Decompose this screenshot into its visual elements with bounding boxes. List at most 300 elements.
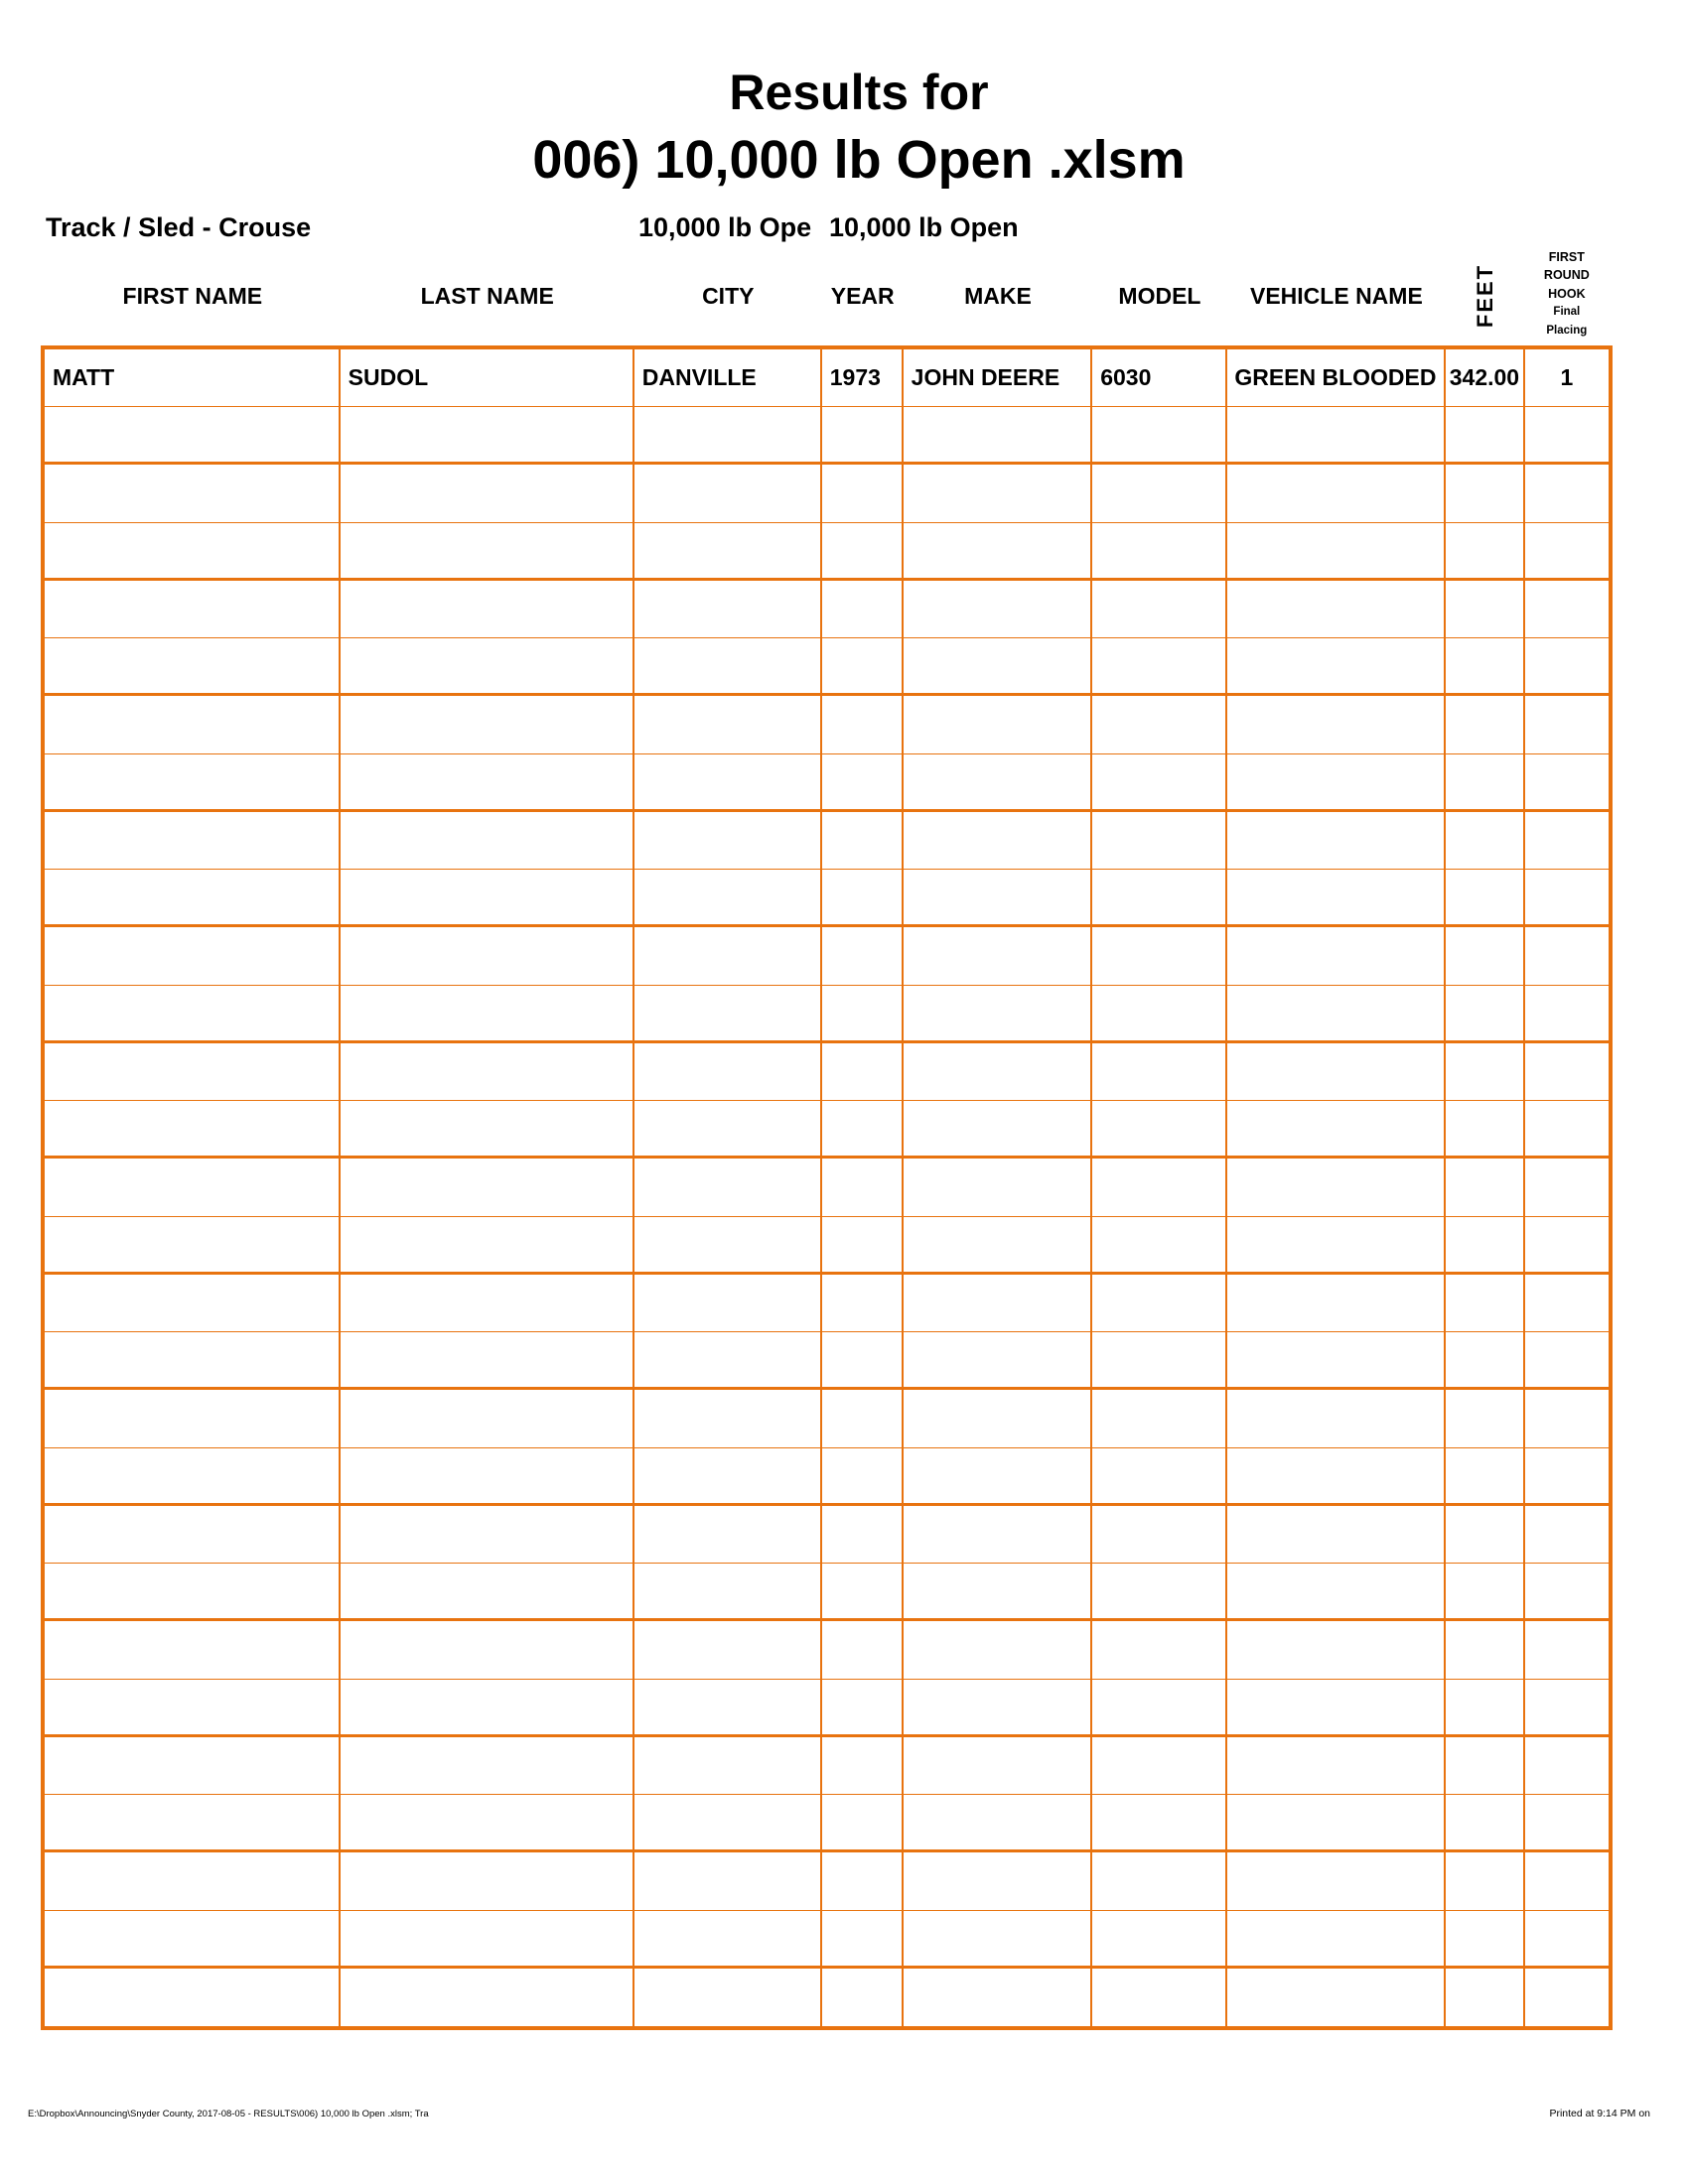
table-cell xyxy=(45,870,341,924)
table-cell xyxy=(341,1275,634,1331)
table-cell xyxy=(341,1332,634,1387)
table-cell: 342.00 xyxy=(1446,349,1525,406)
table-cell xyxy=(904,870,1093,924)
table-cell xyxy=(45,407,341,462)
table-cell xyxy=(904,1332,1093,1387)
table-cell xyxy=(1525,1043,1609,1100)
table-cell xyxy=(341,986,634,1040)
table-cell xyxy=(634,986,822,1040)
table-cell xyxy=(1446,1737,1525,1794)
table-cell xyxy=(904,1275,1093,1331)
feet-rotated-label: FEET xyxy=(1472,263,1497,329)
table-cell xyxy=(341,638,634,693)
table-cell xyxy=(1227,1852,1447,1909)
table-cell xyxy=(1227,1332,1447,1387)
table-cell xyxy=(904,696,1093,752)
column-header-city: CITY xyxy=(702,282,755,309)
table-row xyxy=(45,1332,1609,1390)
table-row xyxy=(45,465,1609,522)
table-cell xyxy=(1227,523,1447,578)
column-header-first-round-hook-placing xyxy=(1525,246,1609,345)
table-cell xyxy=(822,638,904,693)
table-cell xyxy=(904,1159,1093,1215)
table-cell xyxy=(1227,1680,1447,1734)
table-cell: 6030 xyxy=(1092,349,1226,406)
table-cell xyxy=(341,1448,634,1503)
table-cell xyxy=(45,927,341,984)
table-row xyxy=(45,1275,1609,1332)
table-cell xyxy=(634,870,822,924)
table-cell xyxy=(1227,1506,1447,1563)
table-row xyxy=(45,523,1609,581)
table-cell xyxy=(634,1390,822,1446)
table-cell xyxy=(45,812,341,869)
table-row xyxy=(45,1737,1609,1795)
table-cell xyxy=(822,1564,904,1618)
table-cell xyxy=(1525,523,1609,578)
results-table-body xyxy=(41,345,1613,2030)
table-cell xyxy=(1446,638,1525,693)
table-cell xyxy=(341,1795,634,1849)
table-cell xyxy=(822,1159,904,1215)
table-cell xyxy=(45,986,341,1040)
report-title-line2: 006) 10,000 lb Open .xlsm xyxy=(532,130,1186,190)
table-cell xyxy=(341,754,634,809)
table-cell xyxy=(904,1852,1093,1909)
table-cell xyxy=(1446,696,1525,752)
table-cell xyxy=(634,523,822,578)
table-cell xyxy=(1446,1275,1525,1331)
placing-header-line: FIRST xyxy=(1548,249,1585,264)
table-cell xyxy=(341,1852,634,1909)
table-cell xyxy=(1092,638,1226,693)
table-cell xyxy=(1227,1795,1447,1849)
table-cell xyxy=(634,1275,822,1331)
table-cell xyxy=(1227,1043,1447,1100)
table-cell xyxy=(1446,1332,1525,1387)
table-cell xyxy=(822,1621,904,1678)
table-cell xyxy=(1092,1275,1226,1331)
table-cell xyxy=(1092,754,1226,809)
table-cell xyxy=(634,1852,822,1909)
table-cell xyxy=(1227,638,1447,693)
table-cell xyxy=(45,1390,341,1446)
table-cell xyxy=(341,1159,634,1215)
table-cell xyxy=(1227,1448,1447,1503)
table-cell xyxy=(904,812,1093,869)
table-cell xyxy=(45,1795,341,1849)
table-row xyxy=(45,1390,1609,1447)
table-cell xyxy=(822,1275,904,1331)
table-cell xyxy=(1092,927,1226,984)
table-row xyxy=(45,1043,1609,1101)
table-cell xyxy=(1446,1969,1525,2026)
table-cell xyxy=(1525,1680,1609,1734)
table-cell xyxy=(634,812,822,869)
table-cell xyxy=(1446,986,1525,1040)
table-row xyxy=(45,1911,1609,1969)
table-cell xyxy=(1092,407,1226,462)
table-cell xyxy=(1446,1564,1525,1618)
table-cell xyxy=(1092,1564,1226,1618)
table-cell xyxy=(634,754,822,809)
placing-header-line: Final xyxy=(1553,306,1581,318)
table-cell xyxy=(1446,1448,1525,1503)
table-cell xyxy=(1227,1621,1447,1678)
column-header-year: YEAR xyxy=(830,282,895,309)
table-cell xyxy=(45,696,341,752)
table-row xyxy=(45,870,1609,927)
table-row xyxy=(45,696,1609,753)
table-cell xyxy=(1525,1911,1609,1966)
table-cell xyxy=(1446,1795,1525,1849)
table-cell xyxy=(1227,1101,1447,1156)
column-header-vehicle-name: VEHICLE NAME xyxy=(1250,282,1423,309)
table-cell xyxy=(1525,696,1609,752)
table-cell xyxy=(1525,1852,1609,1909)
column-header-make: MAKE xyxy=(964,282,1032,309)
table-cell xyxy=(822,1101,904,1156)
table-cell xyxy=(1525,1332,1609,1387)
table-cell xyxy=(341,1217,634,1272)
table-cell xyxy=(634,638,822,693)
table-cell xyxy=(634,1101,822,1156)
table-cell xyxy=(904,1448,1093,1503)
table-cell xyxy=(904,1101,1093,1156)
table-cell xyxy=(1525,1448,1609,1503)
table-cell xyxy=(1446,1506,1525,1563)
table-cell xyxy=(634,1159,822,1215)
table-cell xyxy=(634,696,822,752)
table-cell xyxy=(634,581,822,637)
table-cell xyxy=(1092,1217,1226,1272)
table-cell xyxy=(341,696,634,752)
table-cell xyxy=(1092,812,1226,869)
table-cell xyxy=(634,1564,822,1618)
table-row xyxy=(45,1159,1609,1216)
table-cell xyxy=(1092,581,1226,637)
table-cell xyxy=(45,754,341,809)
column-header-first-name: FIRST NAME xyxy=(122,282,263,309)
table-cell xyxy=(1227,1737,1447,1794)
placing-header-line: HOOK xyxy=(1548,286,1586,301)
table-cell xyxy=(904,1390,1093,1446)
table-cell xyxy=(634,1448,822,1503)
table-cell xyxy=(1446,1680,1525,1734)
table-cell xyxy=(341,1101,634,1156)
table-row xyxy=(45,1795,1609,1852)
table-cell xyxy=(822,812,904,869)
table-cell xyxy=(1092,1969,1226,2026)
table-cell xyxy=(1092,1159,1226,1215)
table-cell xyxy=(822,696,904,752)
table-cell xyxy=(1092,1101,1226,1156)
table-cell xyxy=(341,1969,634,2026)
table-cell xyxy=(634,1969,822,2026)
table-cell xyxy=(1446,1911,1525,1966)
table-cell xyxy=(822,1911,904,1966)
table-cell xyxy=(1525,407,1609,462)
table-cell xyxy=(822,1852,904,1909)
table-cell xyxy=(1227,986,1447,1040)
table-cell xyxy=(1525,1101,1609,1156)
table-cell xyxy=(904,1217,1093,1272)
column-header-row xyxy=(45,246,1609,345)
table-cell xyxy=(1525,1390,1609,1446)
table-cell xyxy=(341,407,634,462)
table-cell xyxy=(341,581,634,637)
table-cell xyxy=(1227,465,1447,521)
table-cell xyxy=(1227,1564,1447,1618)
table-cell xyxy=(341,812,634,869)
table-cell xyxy=(822,1506,904,1563)
table-row xyxy=(45,1448,1609,1506)
table-cell xyxy=(1092,1506,1226,1563)
table-cell xyxy=(45,581,341,637)
table-cell xyxy=(1525,1737,1609,1794)
table-cell xyxy=(1446,465,1525,521)
table-cell xyxy=(45,1737,341,1794)
table-cell: JOHN DEERE xyxy=(904,349,1093,406)
table-cell xyxy=(1092,1852,1226,1909)
table-cell xyxy=(1227,696,1447,752)
table-cell xyxy=(1446,1217,1525,1272)
table-cell xyxy=(822,1969,904,2026)
table-cell xyxy=(822,1217,904,1272)
table-cell: MATT xyxy=(45,349,341,406)
table-row xyxy=(45,1852,1609,1910)
table-cell xyxy=(1525,812,1609,869)
table-cell xyxy=(634,1332,822,1387)
table-cell xyxy=(904,754,1093,809)
table-row xyxy=(45,349,1609,407)
table-cell xyxy=(45,1448,341,1503)
table-cell xyxy=(1227,1390,1447,1446)
table-cell xyxy=(822,986,904,1040)
table-cell xyxy=(822,523,904,578)
table-cell xyxy=(634,1795,822,1849)
table-cell xyxy=(822,1043,904,1100)
table-cell xyxy=(1446,407,1525,462)
table-cell xyxy=(634,465,822,521)
table-cell xyxy=(822,1737,904,1794)
column-header-feet xyxy=(1446,246,1525,345)
table-cell xyxy=(1227,870,1447,924)
table-cell xyxy=(822,581,904,637)
table-cell xyxy=(1227,812,1447,869)
table-cell xyxy=(634,1217,822,1272)
table-cell xyxy=(1446,870,1525,924)
class-name-truncated: 10,000 lb Ope xyxy=(638,212,812,242)
table-row xyxy=(45,1217,1609,1275)
table-cell xyxy=(904,523,1093,578)
table-cell xyxy=(1092,1448,1226,1503)
table-cell xyxy=(822,1680,904,1734)
table-cell xyxy=(1227,1911,1447,1966)
table-cell xyxy=(45,1621,341,1678)
table-cell xyxy=(1446,1101,1525,1156)
table-cell: SUDOL xyxy=(341,349,634,406)
footer-file-path: E:\Dropbox\Announcing\Snyder County, 2017-08-05 - RESULTS\006) 10,000 lb Open .xlsm; Tra xyxy=(28,2109,429,2119)
table-cell xyxy=(1446,812,1525,869)
table-cell xyxy=(1446,927,1525,984)
table-cell xyxy=(1092,986,1226,1040)
table-row xyxy=(45,1506,1609,1564)
table-cell xyxy=(1092,1680,1226,1734)
table-cell xyxy=(634,1737,822,1794)
table-row xyxy=(45,1969,1609,2026)
table-cell xyxy=(904,1911,1093,1966)
table-cell xyxy=(1227,581,1447,637)
table-cell xyxy=(1227,1969,1447,2026)
table-cell xyxy=(1092,1795,1226,1849)
table-cell xyxy=(1227,1275,1447,1331)
table-cell xyxy=(1446,1621,1525,1678)
table-cell xyxy=(1525,870,1609,924)
table-cell xyxy=(1525,465,1609,521)
table-cell xyxy=(822,1795,904,1849)
table-row xyxy=(45,754,1609,812)
table-cell xyxy=(822,754,904,809)
table-row xyxy=(45,927,1609,985)
table-cell xyxy=(45,1680,341,1734)
table-cell xyxy=(1525,1159,1609,1215)
table-cell xyxy=(1525,1564,1609,1618)
table-row xyxy=(45,638,1609,696)
table-row xyxy=(45,1621,1609,1679)
table-cell xyxy=(1092,523,1226,578)
table-cell xyxy=(45,1159,341,1215)
table-cell xyxy=(341,1911,634,1966)
table-cell xyxy=(1525,754,1609,809)
table-cell xyxy=(1525,1969,1609,2026)
table-cell xyxy=(634,1621,822,1678)
table-cell xyxy=(1525,1506,1609,1563)
table-cell xyxy=(1092,696,1226,752)
table-cell xyxy=(341,1737,634,1794)
table-cell xyxy=(45,1275,341,1331)
table-cell xyxy=(45,638,341,693)
footer-printed-at: Printed at 9:14 PM on xyxy=(1549,2108,1650,2119)
column-header-last-name: LAST NAME xyxy=(420,282,554,309)
table-cell xyxy=(1446,581,1525,637)
table-cell xyxy=(1092,870,1226,924)
table-cell xyxy=(341,927,634,984)
table-cell xyxy=(904,1737,1093,1794)
table-cell xyxy=(1446,1390,1525,1446)
table-cell xyxy=(904,1680,1093,1734)
table-cell xyxy=(1227,754,1447,809)
table-row xyxy=(45,581,1609,638)
table-cell xyxy=(45,1852,341,1909)
table-cell: 1973 xyxy=(822,349,904,406)
table-cell xyxy=(1092,465,1226,521)
table-cell xyxy=(1227,407,1447,462)
table-cell xyxy=(1446,1852,1525,1909)
table-cell xyxy=(45,1969,341,2026)
table-cell xyxy=(1227,1159,1447,1215)
table-cell xyxy=(1092,1911,1226,1966)
table-cell xyxy=(1525,1275,1609,1331)
table-cell xyxy=(822,407,904,462)
table-cell xyxy=(904,638,1093,693)
table-cell xyxy=(45,1332,341,1387)
table-cell xyxy=(822,870,904,924)
table-cell xyxy=(1525,1621,1609,1678)
table-cell: 1 xyxy=(1560,364,1574,391)
table-cell xyxy=(904,986,1093,1040)
table-cell xyxy=(341,1043,634,1100)
table-cell xyxy=(45,1101,341,1156)
table-cell xyxy=(904,1506,1093,1563)
table-row xyxy=(45,1680,1609,1737)
table-cell xyxy=(45,1911,341,1966)
table-cell xyxy=(1525,1217,1609,1272)
table-cell xyxy=(904,581,1093,637)
table-cell xyxy=(904,1564,1093,1618)
table-cell xyxy=(822,1332,904,1387)
table-cell xyxy=(822,927,904,984)
track-sled-label: Track / Sled - Crouse xyxy=(46,212,312,242)
table-cell xyxy=(341,1564,634,1618)
table-cell xyxy=(1092,1621,1226,1678)
table-cell xyxy=(1092,1390,1226,1446)
table-cell xyxy=(1525,638,1609,693)
table-cell xyxy=(1446,1043,1525,1100)
table-cell xyxy=(904,1621,1093,1678)
report-title-line1: Results for xyxy=(729,65,989,120)
table-cell xyxy=(45,1506,341,1563)
table-cell xyxy=(1092,1043,1226,1100)
table-cell xyxy=(341,1621,634,1678)
table-cell: GREEN BLOODED xyxy=(1227,349,1447,406)
table-cell: DANVILLE xyxy=(634,349,822,406)
table-cell xyxy=(634,407,822,462)
class-name-full: 10,000 lb Open xyxy=(829,212,1019,242)
table-row xyxy=(45,1101,1609,1159)
table-cell xyxy=(634,927,822,984)
table-cell xyxy=(45,1217,341,1272)
table-row xyxy=(45,1564,1609,1621)
table-cell xyxy=(45,1564,341,1618)
table-cell xyxy=(634,1680,822,1734)
table-cell xyxy=(1525,1795,1609,1849)
table-cell xyxy=(341,1390,634,1446)
table-cell xyxy=(341,523,634,578)
table-cell xyxy=(1092,1332,1226,1387)
table-cell xyxy=(904,927,1093,984)
placing-header-line: Placing xyxy=(1546,324,1588,337)
table-cell xyxy=(634,1911,822,1966)
table-cell xyxy=(1525,581,1609,637)
table-cell xyxy=(904,1795,1093,1849)
table-cell xyxy=(822,1448,904,1503)
table-cell xyxy=(1446,1159,1525,1215)
table-cell xyxy=(822,1390,904,1446)
table-cell xyxy=(1227,1217,1447,1272)
table-cell xyxy=(1446,523,1525,578)
column-header-model: MODEL xyxy=(1118,282,1201,309)
table-cell xyxy=(341,870,634,924)
table-cell xyxy=(45,465,341,521)
table-cell xyxy=(1446,754,1525,809)
table-cell xyxy=(904,465,1093,521)
table-row xyxy=(45,407,1609,465)
table-cell xyxy=(45,523,341,578)
table-cell xyxy=(341,465,634,521)
table-cell xyxy=(634,1043,822,1100)
table-cell xyxy=(1525,927,1609,984)
